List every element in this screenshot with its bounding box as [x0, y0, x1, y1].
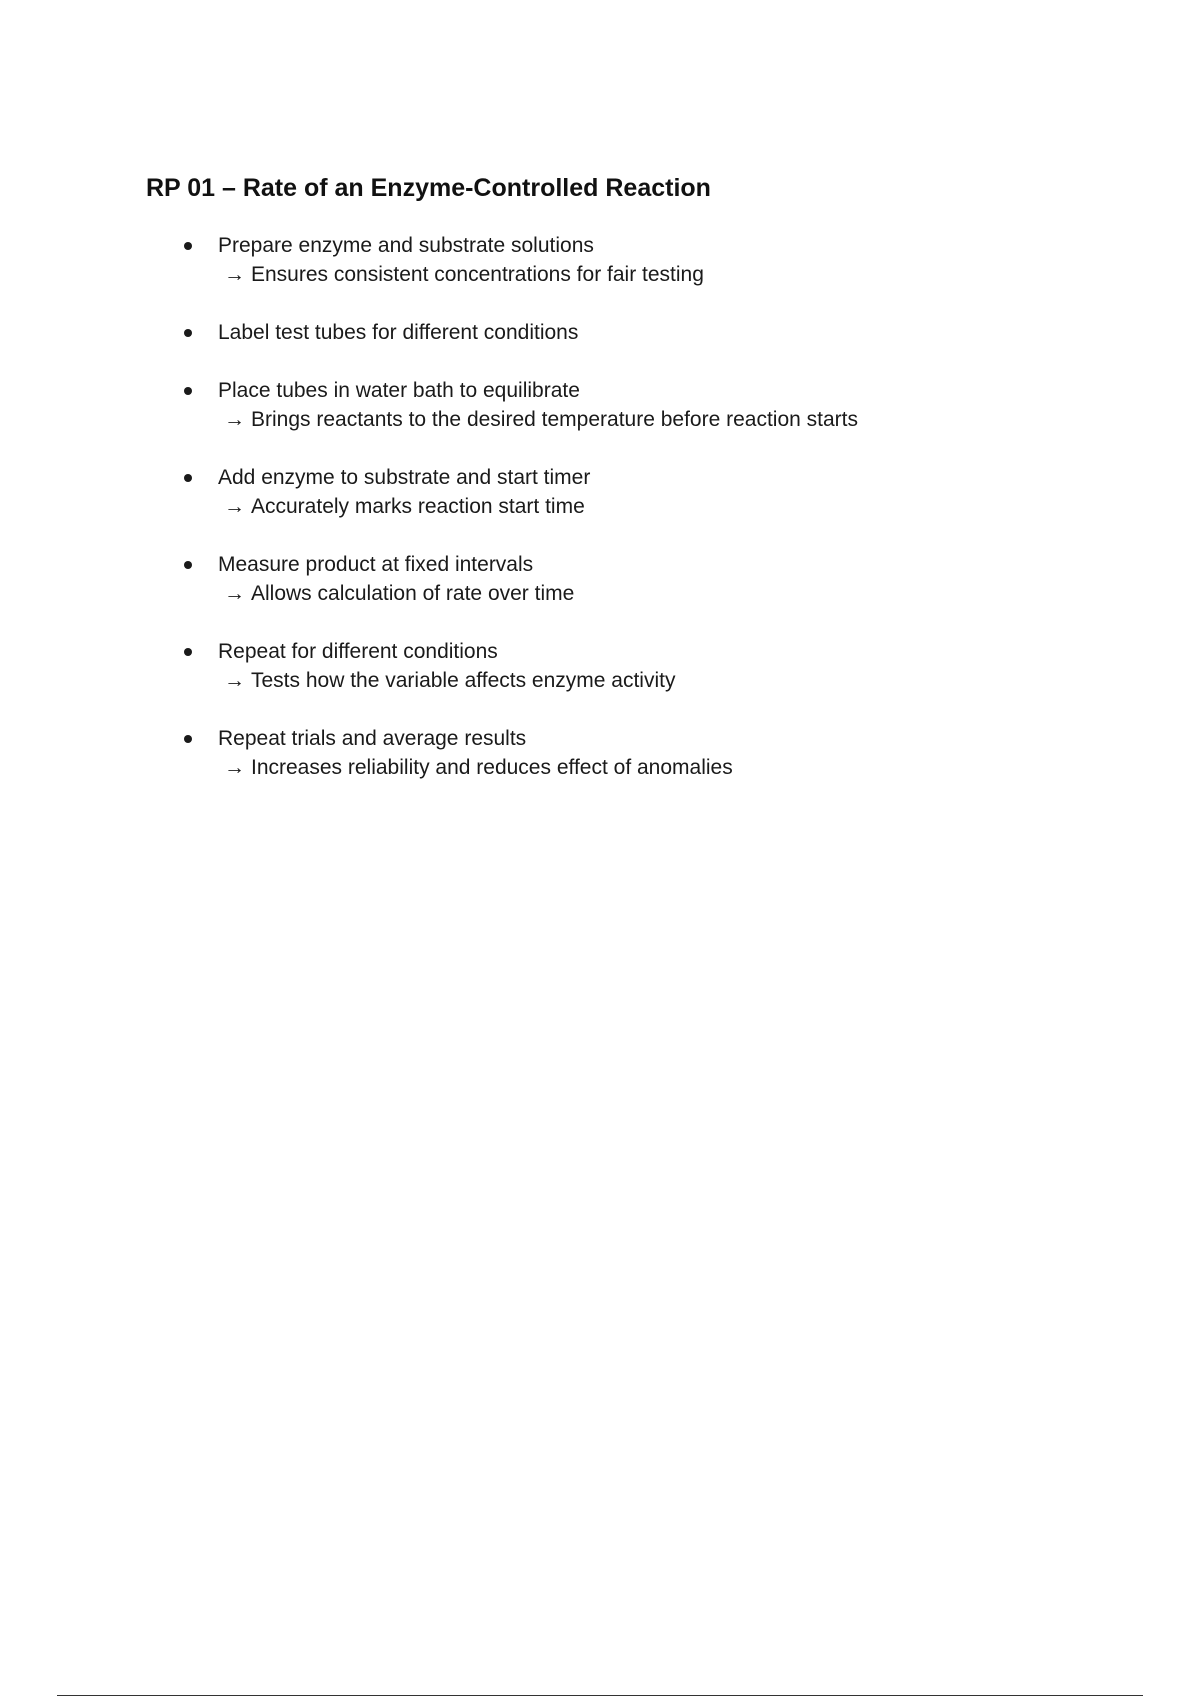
step-reason: [218, 579, 1146, 608]
step-reason: [218, 405, 1146, 434]
step-reason: [218, 492, 1146, 521]
step-reason-text: Brings reactants to the desired temperature before reaction starts: [251, 408, 858, 431]
list-item: [146, 318, 1146, 347]
arrow-right-icon: →: [224, 408, 245, 431]
list-item: [146, 637, 1146, 695]
step-reason: [218, 260, 1146, 289]
arrow-right-icon: →: [224, 495, 245, 518]
step-text: Repeat for different conditions: [218, 640, 498, 663]
bullet-icon: [184, 735, 192, 743]
step-text: Add enzyme to substrate and start timer: [218, 466, 591, 489]
step-text: Place tubes in water bath to equilibrate: [218, 379, 580, 402]
step-reason-text: Ensures consistent concentrations for fair testing: [251, 263, 704, 286]
step-text: Prepare enzyme and substrate solutions: [218, 234, 594, 257]
step-reason-text: Increases reliability and reduces effect of anomalies: [251, 756, 733, 779]
bullet-icon: [184, 242, 192, 250]
list-item: [146, 463, 1146, 521]
bullet-icon: [184, 329, 192, 337]
arrow-right-icon: →: [224, 263, 245, 286]
step-reason-text: Allows calculation of rate over time: [251, 582, 575, 605]
list-item: [146, 231, 1146, 289]
arrow-right-icon: →: [224, 582, 245, 605]
step-text: Label test tubes for different conditions: [218, 321, 579, 344]
bullet-icon: [184, 648, 192, 656]
page-title: RP 01 – Rate of an Enzyme-Controlled Reaction: [146, 174, 711, 202]
arrow-right-icon: →: [224, 669, 245, 692]
list-item: [146, 550, 1146, 608]
procedure-step-list: [146, 231, 1146, 811]
step-reason-text: Accurately marks reaction start time: [251, 495, 585, 518]
bullet-icon: [184, 474, 192, 482]
list-item: [146, 724, 1146, 782]
step-text: Repeat trials and average results: [218, 727, 527, 750]
arrow-right-icon: →: [224, 756, 245, 779]
footer-divider: [57, 1695, 1143, 1696]
bullet-icon: [184, 387, 192, 395]
step-text: Measure product at fixed intervals: [218, 553, 534, 576]
step-reason-text: Tests how the variable affects enzyme activity: [251, 669, 676, 692]
step-reason: [218, 666, 1146, 695]
bullet-icon: [184, 561, 192, 569]
list-item: [146, 376, 1146, 434]
step-reason: [218, 753, 1146, 782]
